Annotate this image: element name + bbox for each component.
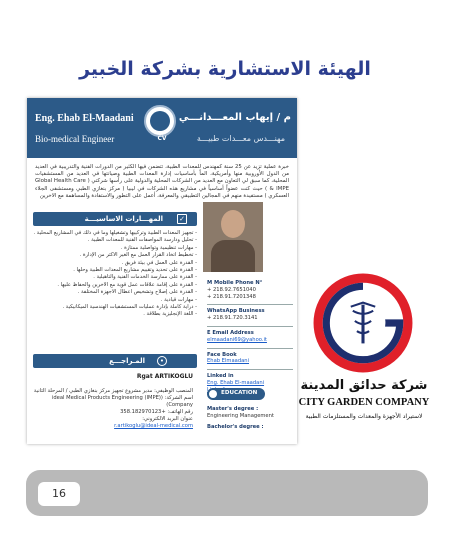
skill-item: - اللغة الإنجليزية بطلاقة . [143, 311, 197, 318]
skills-list [33, 230, 197, 319]
contact-value: + 218.91.7201348 [207, 293, 256, 300]
company-name-ar: شركة حدائق المدينة [300, 378, 428, 393]
education-header-bar [207, 388, 265, 400]
skill-item: - القدرة على إقامة علاقات عمل قوية مع الآخرين والحفاظ عليها . [57, 281, 197, 288]
skill-item: - مهارات تنظيمية وتواصلية ممتازة . [120, 244, 197, 251]
cv-name-en: Eng. Ehab El-Maadani [35, 113, 134, 124]
cv-intro-text: خبرة عملية تزيد عن 25 سنة كمهندس للمعدات الطبية، تتضمن فيها الكثير من الدورات الفنية والتدريبية في العديد من الدول الأوروبية منها وأمريكية، الماً بأساسيات إدارة المعدات الطبية وصيانتها في العديد من المستشفيات المحلية، كما سبق لي التعاون مع العديد من الشركات المحلية والدولية على رأسها شركتي ( Global Health Care & IMPE ) حيث كنت عضواً أساسياً في مشاريع هذه الشركات في ليبيا ( مركز بنغازي الطبي ومستشفى الجلاء العسكري ) مستفيدة منهم في المجالين التطبيقي والمعرفة، أعمل على التطور والاستفادة والمساهمة مع الاخرين [35, 164, 289, 199]
cv-badge-text: CV [157, 135, 167, 142]
footer-bar [26, 470, 428, 516]
cv-name-ar: م / إيهاب المعـــدانـــي [178, 112, 291, 123]
contact-whatsapp [207, 308, 293, 322]
skill-item: - القدرة على ممارسة الخدمات الفنية والتأهيلية . [93, 274, 197, 281]
cv-header [27, 98, 297, 158]
slide-title: الهيئة الاستشارية بشركة الخبير [79, 58, 371, 80]
ref-line: اسم الشركة: (ideal Medical Products Engineering (IMPE) Company) [51, 395, 193, 408]
degree-label: Bachelor's degree : [207, 423, 264, 430]
skill-item: - دراية كاملة بإدارة عمليات المستشفيات الهندسية الميكانيكية . [62, 304, 197, 311]
contact-label: Face Book [207, 351, 237, 358]
skill-item: - القدرة على العمل في بيئة فريق . [121, 259, 197, 266]
ref-line: رقم الهاتف: +358.182970123 [120, 409, 193, 415]
divider [207, 348, 293, 349]
contact-label: E Email Address [207, 329, 254, 336]
refs-details [33, 388, 193, 430]
contact-label: M Mobile Phone N° [207, 280, 263, 286]
skill-item: - تخطيط اتخاذ القرار العمل مع الغير الأكثر من الإدارة . [79, 252, 197, 259]
cv-person-icon [150, 111, 170, 131]
refs-heading: المـراجـــع [109, 357, 145, 365]
skill-item: - تجهيز المعدات الطبية وتركيبها وتشغيلها وما في ذلك في المشاريع المحلية . [33, 230, 197, 236]
contact-value: + 218.92.7651040 [207, 286, 256, 293]
cv-badge-icon [144, 105, 176, 142]
cv-title-ar: مهنـــدس معـــدات طبيـــة [196, 134, 285, 143]
photo-body [211, 240, 255, 272]
education-heading: EDUCATION [221, 390, 258, 396]
graduation-icon [209, 390, 217, 398]
cv-title-en: Bio-medical Engineer [35, 134, 115, 144]
divider [207, 369, 293, 370]
page-number: 16 [52, 487, 66, 500]
degree-label: Master's degree : [207, 406, 259, 412]
contact-panel [207, 280, 293, 398]
company-logo-icon [312, 272, 414, 374]
divider [207, 304, 293, 305]
skill-item: - تحليل ودارسة المواصفات الفنية للمعدات الطبية . [87, 237, 197, 244]
divider [207, 326, 293, 327]
company-tagline: لاستيراد الأجهزة والمعدات والمستلزمات الطبية [305, 413, 423, 420]
ref-name: Rgat ARTIKOGLU [136, 373, 193, 380]
degree-value: Engineering Management [207, 412, 274, 419]
skill-item: - القدرة على تحديد وتقييم مشاريع المعدات الطبية وحلها . [73, 267, 197, 274]
education-list [207, 406, 293, 430]
skill-item: - القدرة على إصلاح وتشخيص أعطال الأجهزة المختلفة . [77, 289, 197, 296]
contact-facebook [207, 352, 293, 366]
email-link[interactable]: elmaadani69@yahoo.it [207, 336, 267, 343]
user-icon: • [157, 356, 167, 366]
contact-label: WhatsApp Business [207, 308, 265, 315]
contact-value: + 218.91.720.3141 [207, 315, 258, 322]
skills-heading: المهـــارات الاساسيـــة [84, 215, 163, 223]
ref-email-link[interactable]: r.artikoglu@ideal-medical.com [114, 423, 193, 429]
skill-item: - مهارات قيادية . [160, 296, 197, 303]
profile-photo [203, 202, 263, 272]
skills-header-bar [33, 212, 197, 226]
contact-email [207, 330, 293, 344]
company-name-en: CITY GARDEN COMPANY [298, 397, 430, 408]
refs-header-bar [33, 354, 197, 368]
cv-document [27, 98, 297, 444]
contact-label: Linked in [207, 373, 234, 380]
linkedin-link[interactable]: Eng. Ehab El-maadani [207, 379, 265, 386]
photo-head [221, 210, 245, 238]
ref-line: المنصب الوظيفي: مدير مشروع تجهيز مركز بنغازي الطبي / المرحلة الثانية [33, 388, 193, 394]
ref-line: عنوان البريد الالكتروني: [142, 416, 193, 422]
page-number-box [38, 482, 80, 506]
contact-mobile [207, 280, 293, 300]
checkbox-icon: ✓ [177, 214, 187, 224]
facebook-link[interactable]: Ehab Elmaadani [207, 358, 250, 365]
